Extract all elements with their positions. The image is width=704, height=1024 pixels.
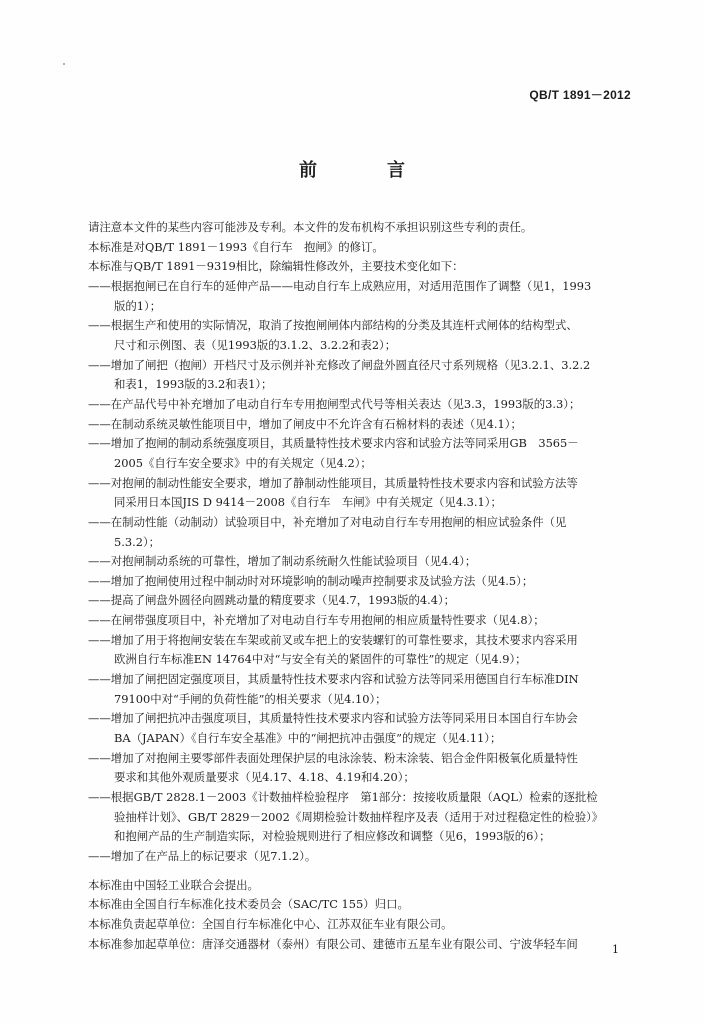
change-item	[88, 277, 636, 316]
change-line: ——在闸带强度项目中，补充增加了对电动自行车专用抱闸的相应质量特性要求（见4.8）；	[88, 613, 545, 628]
change-item	[88, 474, 636, 513]
change-item	[88, 415, 636, 435]
change-item	[88, 709, 636, 748]
change-line: 和抱闸产品的生产制造实际，对检验规则进行了相应修改和调整（见6，1993版的6）；	[114, 829, 551, 844]
change-item	[88, 552, 636, 572]
scan-speck	[63, 63, 65, 65]
closing-paragraph: 本标准参加起草单位：唐泽交通器材（泰州）有限公司、建德市五星车业有限公司、宁波华轻车间	[88, 936, 578, 951]
change-line: 验抽样计划》、GB/T 2829－2002《周期检验计数抽样程序及表（适用于对过程稳定性的检验）》	[114, 809, 604, 824]
intro-paragraph: 本标准与QB/T 1891－9319相比，除编辑性修改外，主要技术变化如下：	[88, 259, 464, 274]
change-line: ——根据生产和使用的实际情况，取消了按抱闸闸体内部结构的分类及其连杆式闸体的结构型式、	[88, 318, 578, 333]
change-line: ——在制动性能（动制动）试验项目中，补充增加了对电动自行车专用抱闸的相应试验条件（见	[88, 514, 567, 529]
closing-paragraph: 本标准由全国自行车标准化技术委员会（SAC/TC 155）归口。	[88, 897, 409, 912]
change-item	[88, 356, 636, 395]
change-line: 和表1，1993版的3.2和表1）；	[114, 377, 273, 392]
change-line: ——增加了在产品上的标记要求（见7.1.2）。	[88, 849, 317, 863]
page-title: 前 言	[299, 160, 431, 181]
change-line: ——根据GB/T 2828.1－2003《计数抽样检验程序 第1部分：按接收质量限（AQL）检索的逐批检	[88, 790, 598, 805]
change-item	[88, 611, 636, 631]
change-line: ——增加了闸把（抱闸）开档尺寸及示例并补充修改了闸盘外圆直径尺寸系列规格（见3.2.1、3.2.2	[88, 357, 591, 372]
change-line: ——对抱闸的制动性能安全要求，增加了静制动性能项目，其质量特性技术要求内容和试验方法等	[88, 475, 578, 490]
change-item	[88, 572, 636, 592]
change-line: ——增加了用于将抱闸安装在车架或前叉或车把上的安装螺钉的可靠性要求，其技术要求内容采用	[88, 632, 578, 647]
change-item	[88, 434, 636, 473]
closing-paragraph: 本标准由中国轻工业联合会提出。	[88, 877, 259, 892]
change-line: ——增加了对抱闸主要零部件表面处理保护层的电泳涂装、粉末涂装、铝合金件阳极氧化质量特性	[88, 750, 578, 765]
change-line: 尺寸和示例图、表（见1993版的3.1.2、3.2.2和表2）；	[114, 337, 397, 352]
change-line: 同采用日本国JIS D 9414－2008《自行车 车闸》中有关规定（见4.3.1）；	[114, 495, 502, 510]
change-line: 2005《自行车安全要求》中的有关规定（见4.2）；	[114, 455, 372, 470]
change-line: 79100中对“手闸的负荷性能”的相关要求（见4.10）；	[114, 691, 387, 706]
change-item	[88, 395, 636, 415]
change-line: 欧洲自行车标准EN 14764中对“与安全有关的紧固件的可靠性”的规定（见4.9）；	[114, 652, 527, 667]
change-item	[88, 847, 636, 867]
intro-paragraph: 本标准是对QB/T 1891－1993《自行车 抱闸》的修订。	[88, 239, 384, 254]
change-line: BA（JAPAN）《自行车安全基准》中的“闸把抗冲击强度”的规定（见4.11）；	[114, 731, 502, 746]
change-item	[88, 316, 636, 355]
change-line: ——增加了抱闸使用过程中制动时对环境影响的制动噪声控制要求及试验方法（见4.5）；	[88, 573, 534, 588]
change-line: 版的1）；	[114, 298, 162, 313]
change-item	[88, 591, 636, 611]
change-line: ——在产品代号中补充增加了电动自行车专用抱闸型式代号等相关表达（见3.3，1993版的3.3）；	[88, 396, 581, 411]
change-item	[88, 670, 636, 709]
change-line: 5.3.2）；	[114, 534, 161, 549]
document-body	[88, 218, 636, 954]
standard-number: QB/T 1891－2012	[529, 88, 631, 102]
closing-paragraph: 本标准负责起草单位：全国自行车标准化中心、江苏双征车业有限公司。	[88, 916, 453, 931]
change-item	[88, 513, 636, 552]
change-line: ——增加了闸把抗冲击强度项目，其质量特性技术要求内容和试验方法等同采用日本国自行车协会	[88, 711, 578, 726]
change-line: ——根据抱闸已在自行车的延伸产品——电动自行车上成熟应用，对适用范围作了调整（见1，1993	[88, 278, 592, 293]
change-item	[88, 788, 636, 847]
change-line: ——在制动系统灵敏性能项目中，增加了闸皮中不允许含有石棉材料的表述（见4.1）；	[88, 416, 522, 431]
change-line: ——对抱闸制动系统的可靠性，增加了制动系统耐久性能试验项目（见4.4）；	[88, 554, 477, 569]
change-line: ——增加了抱闸的制动系统强度项目，其质量特性技术要求内容和试验方法等同采用GB 3565－	[88, 436, 579, 451]
change-line: ——增加了闸把固定强度项目，其质量特性技术要求内容和试验方法等同采用德国自行车标准DIN	[88, 672, 579, 687]
change-item	[88, 631, 636, 670]
change-line: 要求和其他外观质量要求（见4.17、4.18、4.19和4.20）；	[114, 770, 415, 785]
intro-paragraph: 请注意本文件的某些内容可能涉及专利。本文件的发布机构不承担识别这些专利的责任。	[88, 220, 533, 234]
change-item	[88, 749, 636, 788]
page-number: 1	[612, 943, 619, 956]
change-line: ——提高了闸盘外圆径向圆跳动量的精度要求（见4.7，1993版的4.4）；	[88, 593, 456, 608]
